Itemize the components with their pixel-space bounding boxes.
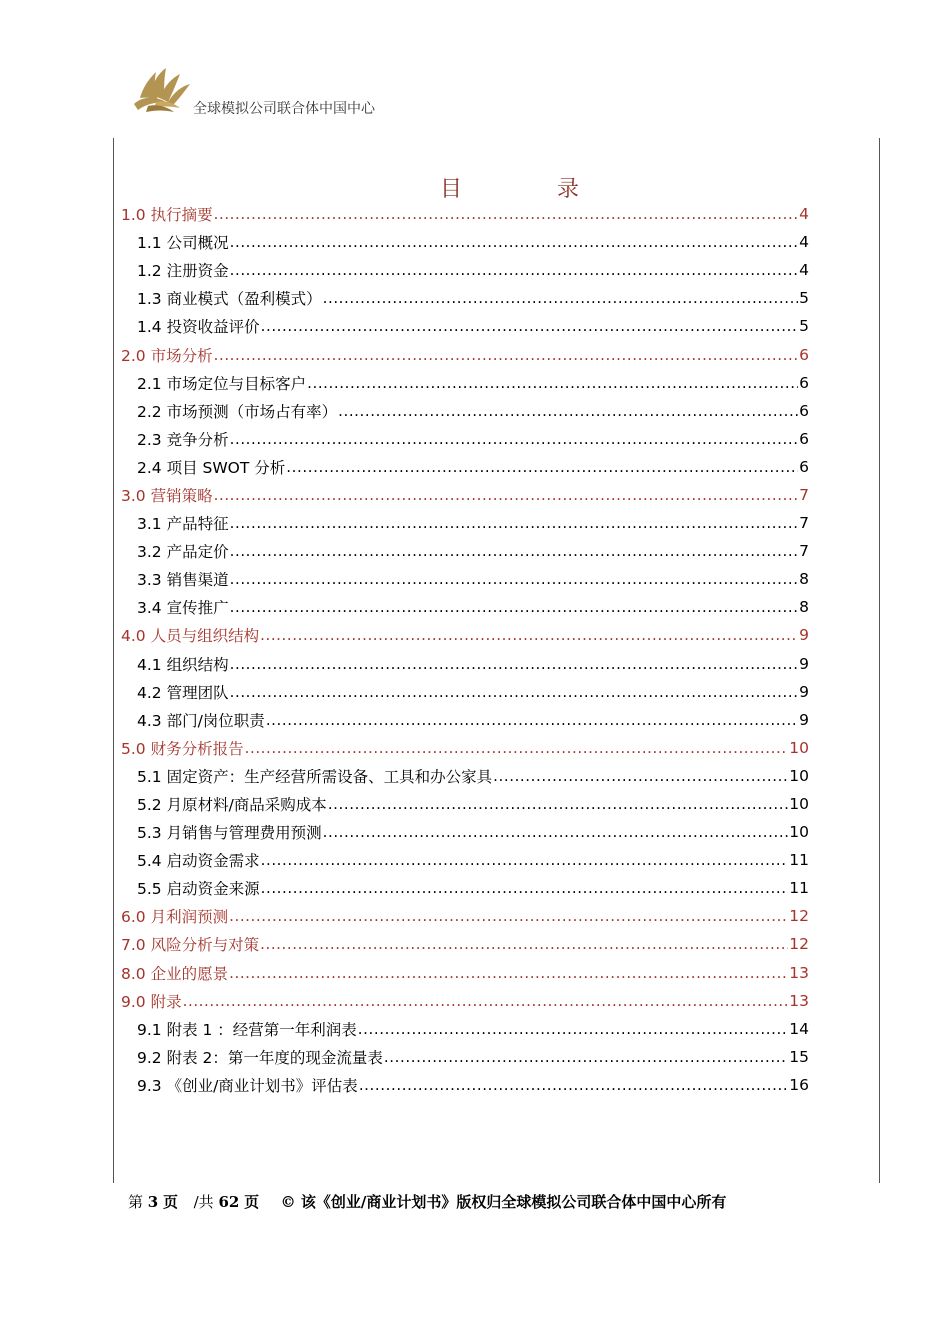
toc-entry[interactable]: [121, 846, 809, 874]
toc-entry-page: 6: [799, 457, 809, 476]
toc-entry-label: 9.1 附表 1 ：经营第一年利润表: [137, 1020, 357, 1039]
toc-entry[interactable]: [121, 678, 809, 706]
toc-dot-leader: [493, 767, 788, 785]
toc-dot-leader: [261, 879, 789, 897]
toc-entry-label: 1.1 公司概况: [137, 234, 229, 253]
toc-dot-leader: [230, 514, 799, 532]
toc-entry-label: 1.2 注册资金: [137, 262, 229, 281]
toc-entry[interactable]: [121, 284, 809, 312]
toc-entry[interactable]: [121, 425, 809, 453]
toc-entry[interactable]: [121, 256, 809, 284]
toc-dot-leader: [230, 233, 799, 251]
footer-total-pages: 62: [218, 1193, 240, 1211]
toc-entry-label: 8.0 企业的愿景: [121, 964, 229, 983]
toc-entry[interactable]: [121, 369, 809, 397]
page-border-left: [113, 138, 114, 1183]
toc-entry-page: 8: [799, 570, 809, 589]
toc-entry[interactable]: [121, 930, 809, 958]
toc-entry-page: 16: [789, 1075, 809, 1094]
page-border-right: [879, 138, 880, 1183]
toc-entry-page: 10: [789, 795, 809, 814]
toc-entry[interactable]: [121, 734, 809, 762]
toc-entry-label: 2.4 项目 SWOT 分析: [137, 458, 286, 477]
toc-dot-leader: [214, 205, 799, 223]
toc-entry-page: 6: [799, 345, 809, 364]
toc-entry-label: 1.3 商业模式（盈利模式）: [137, 290, 322, 309]
toc-entry-label: 1.4 投资收益评价: [137, 318, 260, 337]
toc-entry[interactable]: [121, 312, 809, 340]
toc-entry-label: 4.2 管理团队: [137, 683, 229, 702]
toc-entry-label: 2.2 市场预测（市场占有率）: [137, 402, 338, 421]
toc-dot-leader: [261, 851, 789, 869]
toc-dot-leader: [229, 964, 788, 982]
toc-entry-label: 2.1 市场定位与目标客户: [137, 374, 307, 393]
footer-page-word: 页: [163, 1193, 179, 1211]
toc-dot-leader: [307, 374, 798, 392]
toc-entry-label: 3.4 宣传推广: [137, 599, 229, 618]
toc-dot-leader: [286, 458, 798, 476]
toc-entry[interactable]: [121, 509, 809, 537]
toc-entry-page: 13: [789, 991, 809, 1010]
toc-dot-leader: [260, 935, 788, 953]
toc-dot-leader: [230, 598, 799, 616]
toc-entry-label: 4.1 组织结构: [137, 655, 229, 674]
toc-entry-page: 7: [799, 485, 809, 504]
toc-dot-leader: [323, 823, 789, 841]
lotus-logo-icon: [126, 66, 192, 114]
toc-entry-page: 7: [799, 542, 809, 561]
toc-entry-label: 4.3 部门/岗位职责: [137, 711, 265, 730]
toc-entry-label: 5.5 启动资金来源: [137, 880, 260, 899]
toc-entry[interactable]: [121, 397, 809, 425]
toc-entry[interactable]: [121, 565, 809, 593]
toc-dot-leader: [358, 1020, 788, 1038]
toc-entry-page: 5: [799, 289, 809, 308]
toc-entry-label: 3.1 产品特征: [137, 515, 229, 534]
toc-entry[interactable]: [121, 537, 809, 565]
toc-entry[interactable]: [121, 1071, 809, 1099]
toc-entry-label: 7.0 风险分析与对策: [121, 936, 260, 955]
toc-entry-label: 1.0 执行摘要: [121, 206, 213, 225]
toc-dot-leader: [230, 542, 799, 560]
toc-dot-leader: [230, 655, 799, 673]
toc-entry-page: 4: [799, 261, 809, 280]
toc-dot-leader: [229, 907, 788, 925]
toc-entry-page: 9: [799, 710, 809, 729]
toc-entry[interactable]: [121, 1043, 809, 1071]
toc-entry-label: 5.4 启动资金需求: [137, 852, 260, 871]
toc-dot-leader: [245, 739, 789, 757]
toc-entry[interactable]: [121, 987, 809, 1015]
footer-page-prefix: 第: [128, 1193, 144, 1211]
toc-entry[interactable]: [121, 762, 809, 790]
toc-entry-page: 9: [799, 682, 809, 701]
toc-entry-page: 9: [799, 654, 809, 673]
toc-entry-page: 5: [799, 317, 809, 336]
toc-entry-label: 3.3 销售渠道: [137, 571, 229, 590]
toc-entry[interactable]: [121, 593, 809, 621]
toc-entry[interactable]: [121, 959, 809, 987]
toc-entry-page: 14: [789, 1019, 809, 1038]
toc-entry-label: 6.0 月利润预测: [121, 908, 229, 927]
toc-dot-leader: [359, 1076, 788, 1094]
footer-current-page: 3: [147, 1193, 159, 1211]
toc-entry-page: 15: [789, 1047, 809, 1066]
toc-entry[interactable]: [121, 200, 809, 228]
toc-entry[interactable]: [121, 874, 809, 902]
toc-entry-label: 3.0 营销策略: [121, 486, 213, 505]
toc-entry-label: 5.2 月原材料/商品采购成本: [137, 796, 327, 815]
toc-entry[interactable]: [121, 650, 809, 678]
toc-entry[interactable]: [121, 818, 809, 846]
toc-title: 目 录: [440, 177, 623, 202]
toc-entry-page: 4: [799, 233, 809, 252]
toc-entry-page: 6: [799, 401, 809, 420]
toc-dot-leader: [214, 486, 799, 504]
toc-dot-leader: [230, 261, 799, 279]
toc-entry-page: 12: [789, 907, 809, 926]
toc-entry-label: 4.0 人员与组织结构: [121, 627, 260, 646]
toc-entry-page: 4: [799, 205, 809, 224]
footer-copyright: © 该《创业/商业计划书》版权归全球模拟公司联合体中国中心所有: [280, 1193, 727, 1211]
footer-total-suffix: 页: [244, 1193, 260, 1211]
toc-entry-page: 10: [789, 823, 809, 842]
toc-entry[interactable]: [121, 340, 809, 368]
toc-entry[interactable]: [121, 481, 809, 509]
toc-entry-page: 13: [789, 963, 809, 982]
toc-entry[interactable]: [121, 228, 809, 256]
toc-entry-page: 9: [799, 626, 809, 645]
toc-dot-leader: [230, 683, 799, 701]
toc-entry-page: 8: [799, 598, 809, 617]
toc-dot-leader: [260, 626, 798, 644]
toc-entry[interactable]: [121, 706, 809, 734]
toc-entry[interactable]: [121, 1015, 809, 1043]
toc-dot-leader: [338, 402, 798, 420]
table-of-contents: [121, 200, 809, 1099]
toc-entry-label: 3.2 产品定价: [137, 543, 229, 562]
toc-entry[interactable]: [121, 902, 809, 930]
toc-dot-leader: [328, 795, 788, 813]
toc-entry-page: 6: [799, 373, 809, 392]
toc-dot-leader: [230, 570, 799, 588]
toc-entry-page: 10: [789, 738, 809, 757]
toc-entry-label: 9.3 《创业/商业计划书》评估表: [137, 1076, 358, 1095]
toc-entry-page: 12: [789, 935, 809, 954]
toc-dot-leader: [323, 289, 799, 307]
org-name: 全球模拟公司联合体中国中心: [193, 101, 375, 117]
toc-entry-label: 5.0 财务分析报告: [121, 739, 244, 758]
toc-dot-leader: [261, 317, 799, 335]
toc-dot-leader: [230, 430, 799, 448]
toc-entry-label: 2.3 竞争分析: [137, 430, 229, 449]
toc-entry-label: 5.1 固定资产：生产经营所需设备、工具和办公家具: [137, 767, 493, 786]
footer-total-prefix: /共: [193, 1193, 214, 1211]
toc-dot-leader: [384, 1048, 788, 1066]
toc-entry[interactable]: [121, 790, 809, 818]
toc-entry-page: 7: [799, 514, 809, 533]
toc-entry-label: 9.2 附表 2：第一年度的现金流量表: [137, 1048, 383, 1067]
toc-entry-page: 11: [789, 851, 809, 870]
page-footer: [128, 1191, 726, 1212]
toc-entry-label: 9.0 附录: [121, 992, 182, 1011]
toc-entry[interactable]: [121, 621, 809, 649]
toc-entry-page: 11: [789, 879, 809, 898]
toc-entry[interactable]: [121, 453, 809, 481]
toc-entry-page: 6: [799, 429, 809, 448]
toc-entry-label: 2.0 市场分析: [121, 346, 213, 365]
toc-dot-leader: [214, 346, 799, 364]
toc-dot-leader: [183, 992, 789, 1010]
toc-dot-leader: [266, 711, 798, 729]
toc-entry-page: 10: [789, 766, 809, 785]
toc-entry-label: 5.3 月销售与管理费用预测: [137, 824, 322, 843]
